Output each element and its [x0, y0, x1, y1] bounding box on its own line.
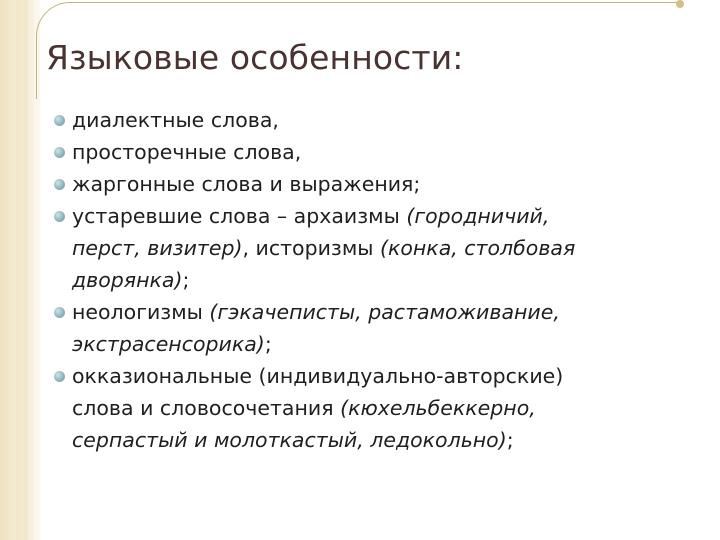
list-item	[54, 296, 654, 360]
example-text: (городничий,	[406, 204, 550, 228]
list-item-line	[72, 328, 654, 360]
left-decorative-band	[0, 0, 40, 540]
list-item-line	[72, 296, 654, 328]
list-item-line	[72, 424, 654, 456]
item-text: диалектные слова,	[72, 108, 279, 132]
list-item	[54, 168, 654, 200]
list-item	[54, 136, 654, 168]
bullet-list	[54, 104, 654, 456]
list-item-line	[72, 104, 654, 136]
bullet-dot-icon	[54, 371, 65, 382]
item-text: ;	[506, 428, 514, 452]
bullet-dot-icon	[54, 211, 65, 222]
item-text: устаревшие слова – архаизмы	[72, 204, 407, 228]
bullet-dot-icon	[54, 115, 65, 126]
bullet-dot-icon	[54, 307, 65, 318]
item-text: жаргонные слова и выражения;	[72, 172, 421, 196]
item-text: неологизмы	[72, 300, 210, 324]
item-text: слова и словосочетания	[72, 396, 341, 420]
example-text: дворянка)	[72, 268, 183, 292]
item-text: ;	[264, 332, 272, 356]
example-text: (кюхельбеккерно,	[340, 396, 536, 420]
example-text: перст, визитер)	[72, 236, 243, 260]
item-text: просторечные слова,	[72, 140, 302, 164]
list-item	[54, 104, 654, 136]
list-item-line	[72, 136, 654, 168]
list-item-line	[72, 168, 654, 200]
list-item-line	[72, 360, 654, 392]
example-text: (гэкачеписты, растаможивание,	[209, 300, 560, 324]
bullet-dot-icon	[54, 147, 65, 158]
example-text: (конка, столбовая	[379, 236, 576, 260]
bullet-dot-icon	[54, 179, 65, 190]
list-item-line	[72, 232, 654, 264]
item-text: окказиональные (индивидуально-авторские)	[72, 364, 564, 388]
list-item-line	[72, 264, 654, 296]
list-item	[54, 360, 654, 456]
list-item-line	[72, 200, 654, 232]
list-item	[54, 200, 654, 296]
item-text: , историзмы	[242, 236, 380, 260]
example-text: серпастый и молоткастый, ледокольно)	[72, 428, 507, 452]
list-item-line	[72, 392, 654, 424]
slide-title: Языковые особенности:	[46, 38, 464, 77]
example-text: экстрасенсорика)	[72, 332, 265, 356]
frame-end-dot	[676, 0, 684, 8]
band-stripe	[16, 0, 28, 540]
item-text: ;	[182, 268, 190, 292]
